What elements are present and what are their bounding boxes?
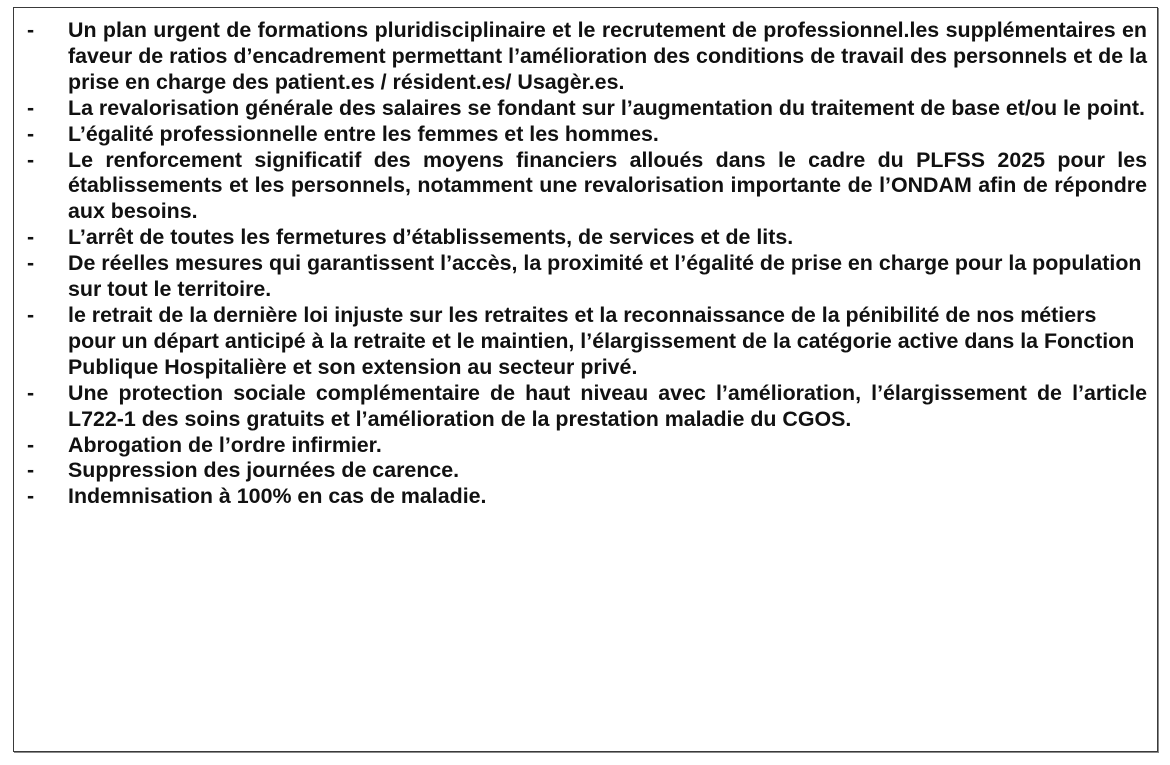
dash-bullet-icon: - bbox=[27, 121, 35, 146]
list-item bbox=[14, 381, 1157, 433]
list-item-text: Suppression des journées de carence. bbox=[68, 458, 460, 483]
dash-bullet-icon: - bbox=[27, 225, 35, 250]
dash-bullet-icon: - bbox=[27, 484, 35, 509]
dash-bullet-icon: - bbox=[27, 458, 35, 483]
list-item bbox=[14, 225, 1157, 251]
dash-bullet-icon: - bbox=[27, 251, 35, 276]
list-item-text: L’arrêt de toutes les fermetures d’établissements, de services et de lits. bbox=[68, 225, 794, 250]
dash-bullet-icon: - bbox=[27, 302, 35, 327]
dash-bullet-icon: - bbox=[27, 95, 35, 120]
list-item bbox=[14, 458, 1157, 484]
list-item bbox=[14, 251, 1157, 303]
list-item-text: De réelles mesures qui garantissent l’accès, la proximité et l’égalité de prise en charge pour la population sur tout le territoire. bbox=[68, 251, 1142, 302]
dash-bullet-icon: - bbox=[27, 432, 35, 457]
list-item-text: Une protection sociale complémentaire de haut niveau avec l’amélioration, l’élargissement de l’article L722-1 des soins gratuits et l’amélioration de la prestation maladie du CGOS. bbox=[68, 380, 1147, 431]
demands-list bbox=[14, 18, 1157, 510]
list-item bbox=[14, 18, 1157, 96]
list-item bbox=[14, 96, 1157, 122]
list-item bbox=[14, 303, 1157, 381]
list-item-text: Un plan urgent de formations pluridisciplinaire et le recrutement de professionnel.les supplémentaires en faveur de ratios d’encadrement permettant l’amélioration des conditions de travail des personnels et de la prise en charge des patient.es / résident.es/ Usagèr.es. bbox=[68, 18, 1147, 94]
list-item bbox=[14, 148, 1157, 226]
list-item bbox=[14, 484, 1157, 510]
list-item bbox=[14, 433, 1157, 459]
list-item bbox=[14, 122, 1157, 148]
dash-bullet-icon: - bbox=[27, 147, 35, 172]
list-item-text: Le renforcement significatif des moyens financiers alloués dans le cadre du PLFSS 2025 pour les établissements et les personnels, notamment une revalorisation importante de l’ONDAM afin de répondre aux besoins. bbox=[68, 147, 1147, 224]
dash-bullet-icon: - bbox=[27, 18, 35, 42]
list-item-text: Abrogation de l’ordre infirmier. bbox=[68, 432, 382, 457]
list-item-text: La revalorisation générale des salaires se fondant sur l’augmentation du traitement de base et/ou le point. bbox=[68, 95, 1145, 120]
list-item-text: le retrait de la dernière loi injuste sur les retraites et la reconnaissance de la pénibilité de nos métiers pour un départ anticipé à la retraite et le maintien, l’élargissement de la catégorie active dans la Fonction Publique Hospitalière et son extension au secteur privé. bbox=[68, 302, 1135, 379]
list-item-text: Indemnisation à 100% en cas de maladie. bbox=[68, 484, 487, 509]
demands-box bbox=[13, 7, 1158, 752]
dash-bullet-icon: - bbox=[27, 380, 35, 405]
list-item-text: L’égalité professionnelle entre les femmes et les hommes. bbox=[68, 121, 659, 146]
